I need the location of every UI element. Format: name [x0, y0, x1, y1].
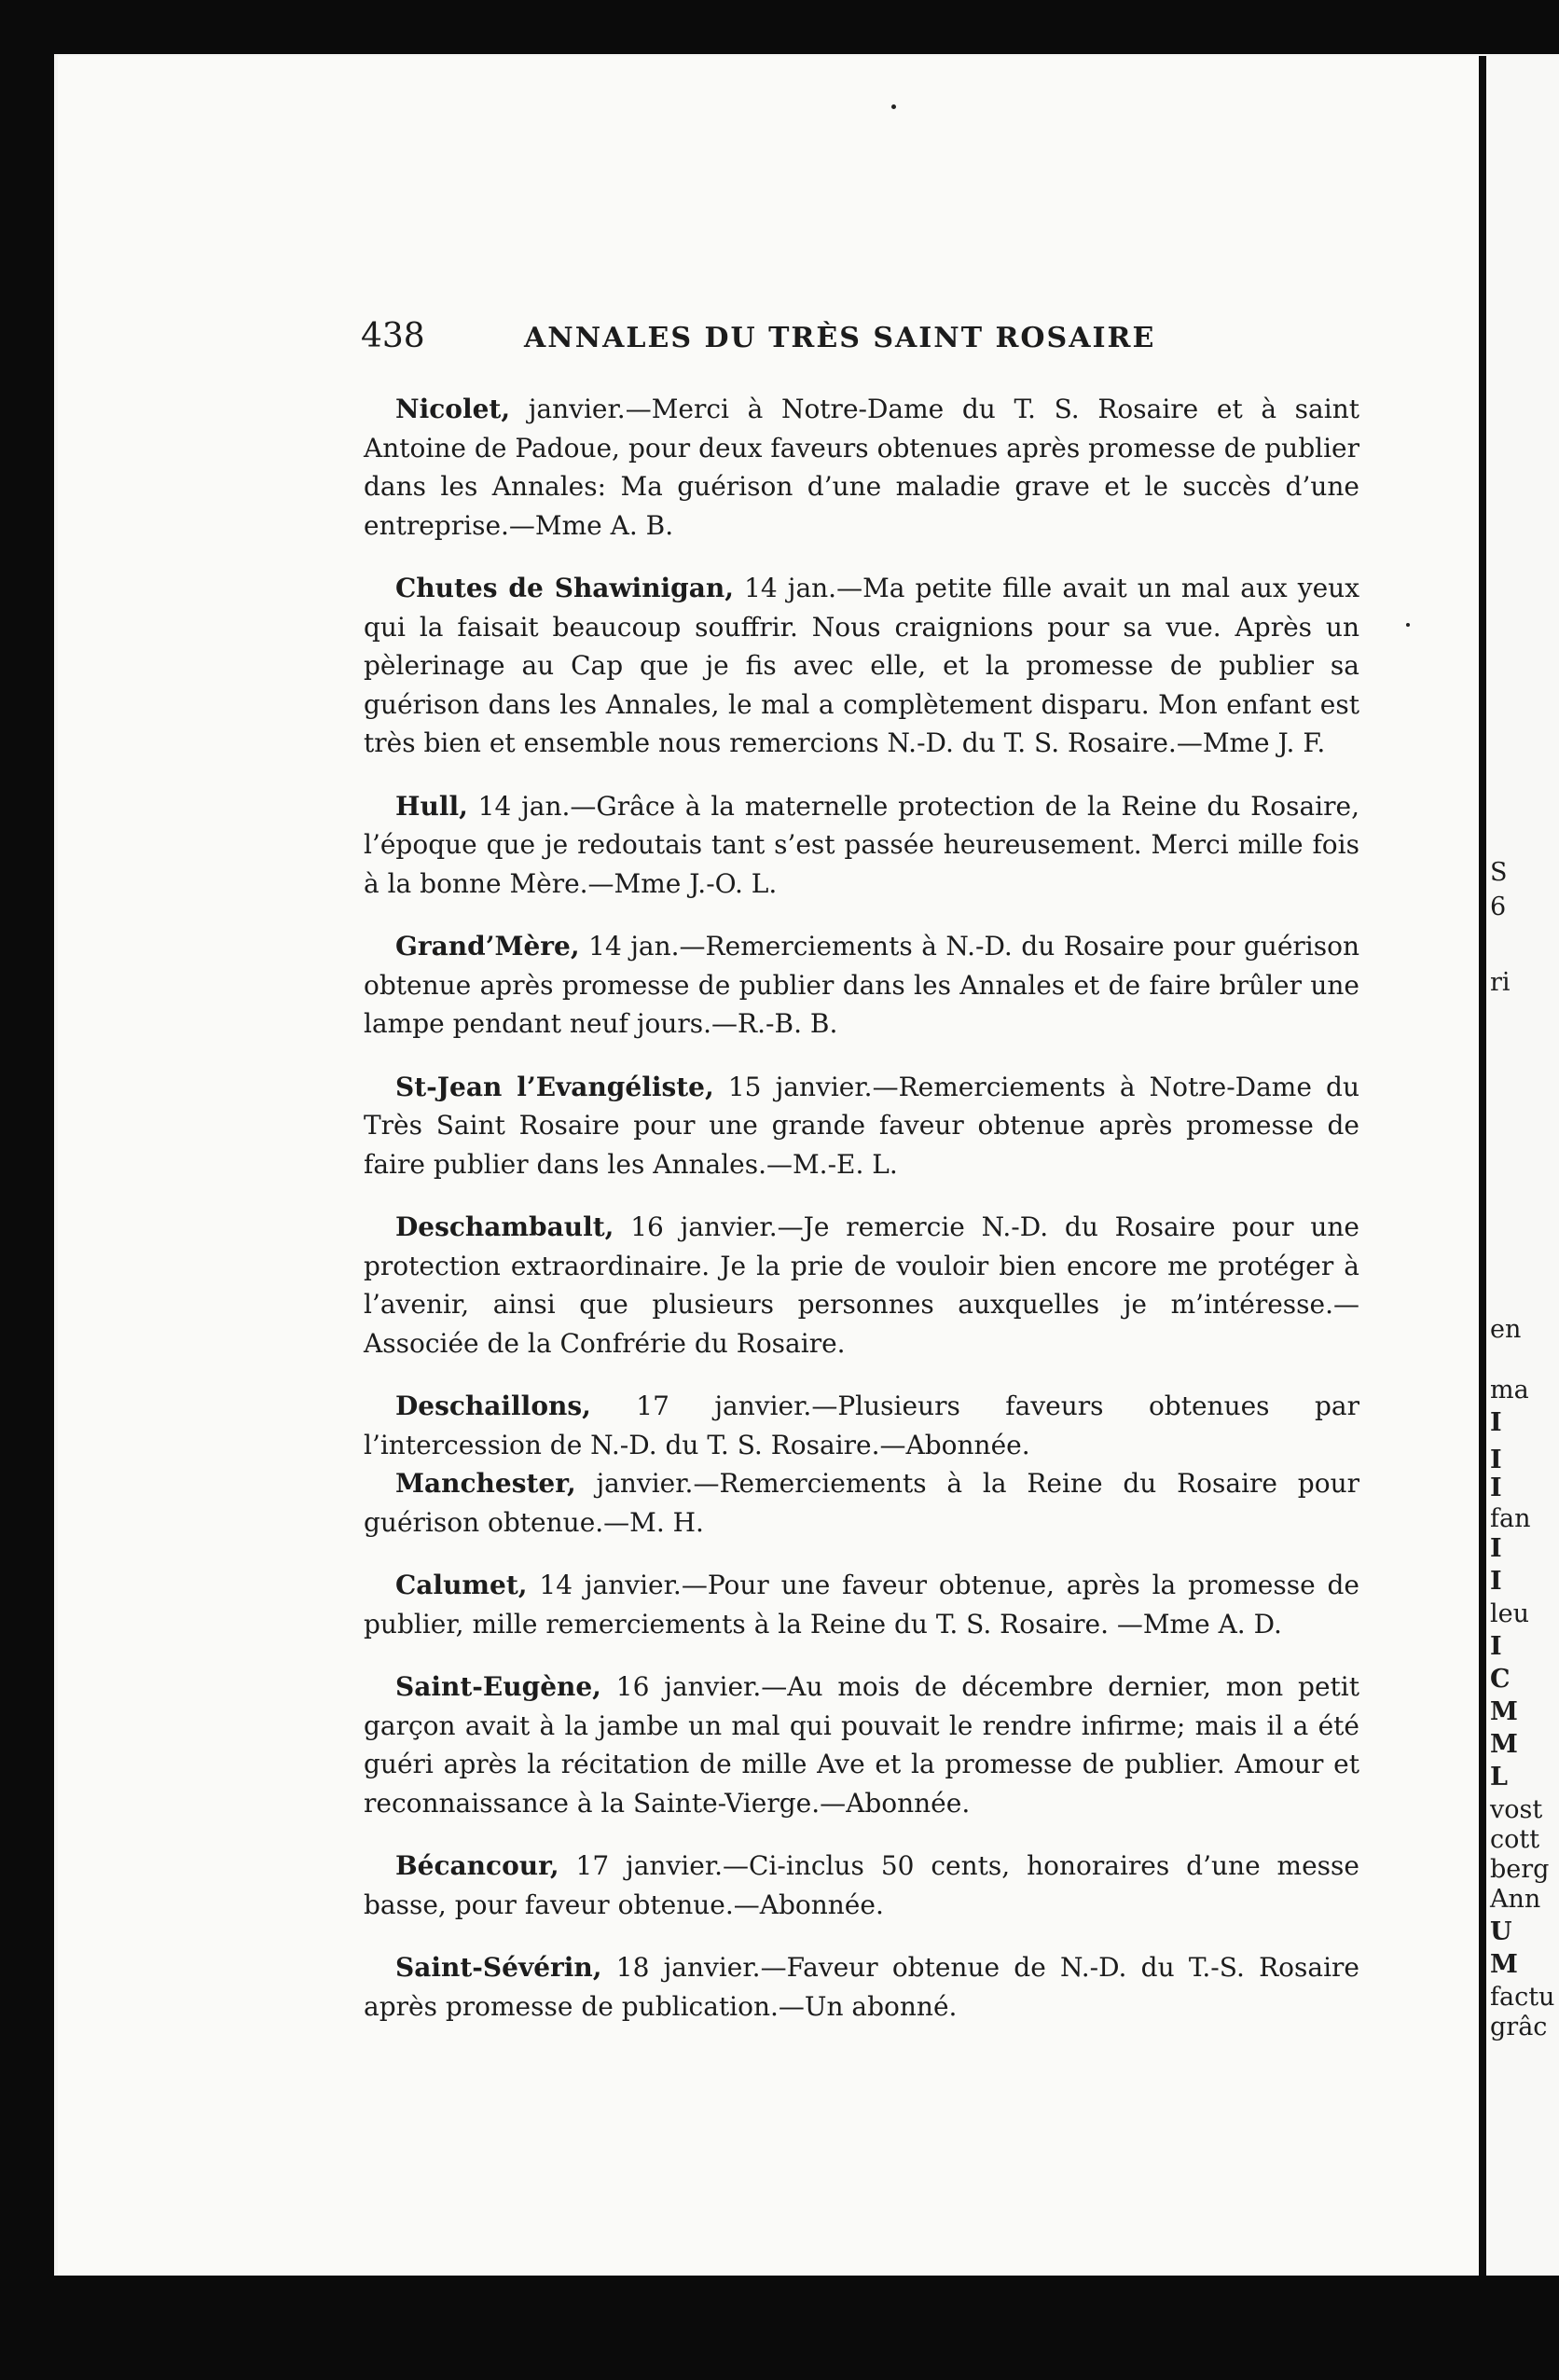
- entry-text: janvier.—Merci à Notre-Dame du T. S. Rosaire et à saint Antoine de Padoue, pour deux faveurs obtenues après promesse de publier dans les Annales: Ma guérison d’une maladie grave et le succès d’une entreprise.—Mme A. B.: [364, 394, 1359, 541]
- entry-place: St-Jean l’Evangéliste,: [395, 1071, 714, 1102]
- facing-page-fragment: M: [1490, 1730, 1518, 1759]
- entry-text: 17 janvier.—Ci-inclus 50 cents, honoraires d’une messe basse, pour faveur obtenue.—Abonnée.: [364, 1850, 1359, 1920]
- entry-text: 15 janvier.—Remerciements à Notre-Dame du Très Saint Rosaire pour une grande faveur obtenue après promesse de faire publier dans les Annales.—M.-E. L.: [364, 1071, 1359, 1180]
- entry-place: Grand’Mère,: [395, 931, 580, 962]
- entry-place: Hull,: [395, 790, 468, 822]
- facing-page-fragment: I: [1490, 1408, 1502, 1437]
- facing-page-fragment: en: [1490, 1315, 1522, 1344]
- entry-text: 14 jan.—Ma petite fille avait un mal aux yeux qui la faisait beaucoup souffrir. Nous craignions pour sa vue. Après un pèlerinage au Cap que je fis avec elle, et la promesse de publier sa guérison dans les Annales, le mal a complètement disparu. Mon enfant est très bien et ensemble nous remercions N.-D. du T. S. Rosaire.—Mme J. F.: [364, 573, 1359, 758]
- entry: [364, 390, 1359, 545]
- entry: [364, 927, 1359, 1044]
- dust-speck: [891, 104, 896, 109]
- entry-place: Saint-Sévérin,: [395, 1952, 602, 1983]
- facing-page-fragment: cott: [1490, 1825, 1540, 1854]
- entry-text: 16 janvier.—Au mois de décembre dernier, mon petit garçon avait à la jambe un mal qui pouvait le rendre infirme; mais il a été guéri après la récitation de mille Ave et la promesse de publier. Amour et reconnaissance à la Sainte-Vierge.—Abonnée.: [364, 1671, 1359, 1819]
- entry: [364, 1667, 1359, 1822]
- facing-page-fragment: C: [1490, 1665, 1511, 1694]
- facing-page-fragment: factu: [1490, 1983, 1555, 2012]
- facing-page-fragment: fan: [1490, 1504, 1531, 1533]
- facing-page-fragment: I: [1490, 1474, 1502, 1502]
- entry-place: Saint-Eugène,: [395, 1671, 601, 1702]
- facing-page-fragment: U: [1490, 1917, 1512, 1946]
- facing-page-fragment: L: [1490, 1763, 1508, 1792]
- scan-border-left: [0, 0, 54, 2380]
- entry-place: Bécancour,: [395, 1850, 559, 1881]
- entry-place: Manchester,: [395, 1468, 576, 1499]
- facing-page-fragment: berg: [1490, 1855, 1550, 1884]
- facing-page-fragment: I: [1490, 1534, 1502, 1563]
- facing-page-fragment: ri: [1490, 968, 1511, 997]
- facing-page-fragment: vost: [1490, 1795, 1543, 1824]
- facing-page-fragment: grâc: [1490, 2013, 1548, 2041]
- entry: [364, 1208, 1359, 1363]
- thanksgiving-entries: [364, 390, 1359, 2050]
- facing-page-fragment: 6: [1490, 892, 1507, 921]
- page-gutter: [1479, 56, 1486, 2276]
- dust-speck: [1406, 623, 1410, 627]
- scan-border-top: [0, 0, 1559, 54]
- entry-text: 14 janvier.—Pour une faveur obtenue, après la promesse de publier, mille remerciements à la Reine du T. S. Rosaire. —Mme A. D.: [364, 1570, 1359, 1640]
- facing-page-fragment: ma: [1490, 1376, 1529, 1404]
- entry-text: janvier.—Remerciements à la Reine du Rosaire pour guérison obtenue.—M. H.: [364, 1468, 1359, 1538]
- facing-page-fragment: I: [1490, 1567, 1502, 1596]
- entry: [364, 1847, 1359, 1924]
- entry: [364, 569, 1359, 763]
- facing-page-fragment: M: [1490, 1950, 1518, 1979]
- entry-text: 14 jan.—Remerciements à N.-D. du Rosaire pour guérison obtenue après promesse de publier dans les Annales et de faire brûler une lampe pendant neuf jours.—R.-B. B.: [364, 931, 1359, 1039]
- entry-place: Calumet,: [395, 1570, 528, 1600]
- facing-page-fragment: I: [1490, 1446, 1502, 1474]
- running-header: [361, 317, 1293, 355]
- entry: [364, 1387, 1359, 1464]
- facing-page-fragment: Ann: [1490, 1885, 1541, 1914]
- facing-page-fragment: I: [1490, 1632, 1502, 1661]
- entry: [364, 1948, 1359, 2026]
- entry-text: 14 jan.—Grâce à la maternelle protection de la Reine du Rosaire, l’époque que je redoutais tant s’est passée heureusement. Merci mille fois à la bonne Mère.—Mme J.-O. L.: [364, 790, 1359, 899]
- entry-place: Nicolet,: [395, 394, 511, 424]
- facing-page-fragment: S: [1490, 858, 1508, 887]
- entry-text: 16 janvier.—Je remercie N.-D. du Rosaire pour une protection extraordinaire. Je la prie de vouloir bien encore me protéger à l’avenir, ainsi que plusieurs personnes auxquelles je m’intéresse.—Associée de la Confrérie du Rosaire.: [364, 1211, 1359, 1359]
- page-number: 438: [361, 317, 425, 355]
- entry-place: Chutes de Shawinigan,: [395, 573, 735, 603]
- facing-page-fragment: leu: [1490, 1599, 1530, 1628]
- scan-border-bottom: [0, 2276, 1559, 2380]
- entry-place: Deschambault,: [395, 1211, 614, 1242]
- entry-place: Deschaillons,: [395, 1391, 591, 1421]
- entry-text: 17 janvier.—Plusieurs faveurs obtenues par l’intercession de N.-D. du T. S. Rosaire.—Abonnée.: [364, 1391, 1359, 1460]
- facing-page-edge: [1486, 56, 1559, 2276]
- entry: [364, 1068, 1359, 1184]
- entry: [364, 1566, 1359, 1643]
- entry-text: 18 janvier.—Faveur obtenue de N.-D. du T.-S. Rosaire après promesse de publication.—Un abonné.: [364, 1952, 1359, 2022]
- running-title: ANNALES DU TRÈS SAINT ROSAIRE: [524, 322, 1156, 354]
- facing-page-fragment: M: [1490, 1697, 1518, 1726]
- entry: [364, 787, 1359, 904]
- entry: [364, 1464, 1359, 1542]
